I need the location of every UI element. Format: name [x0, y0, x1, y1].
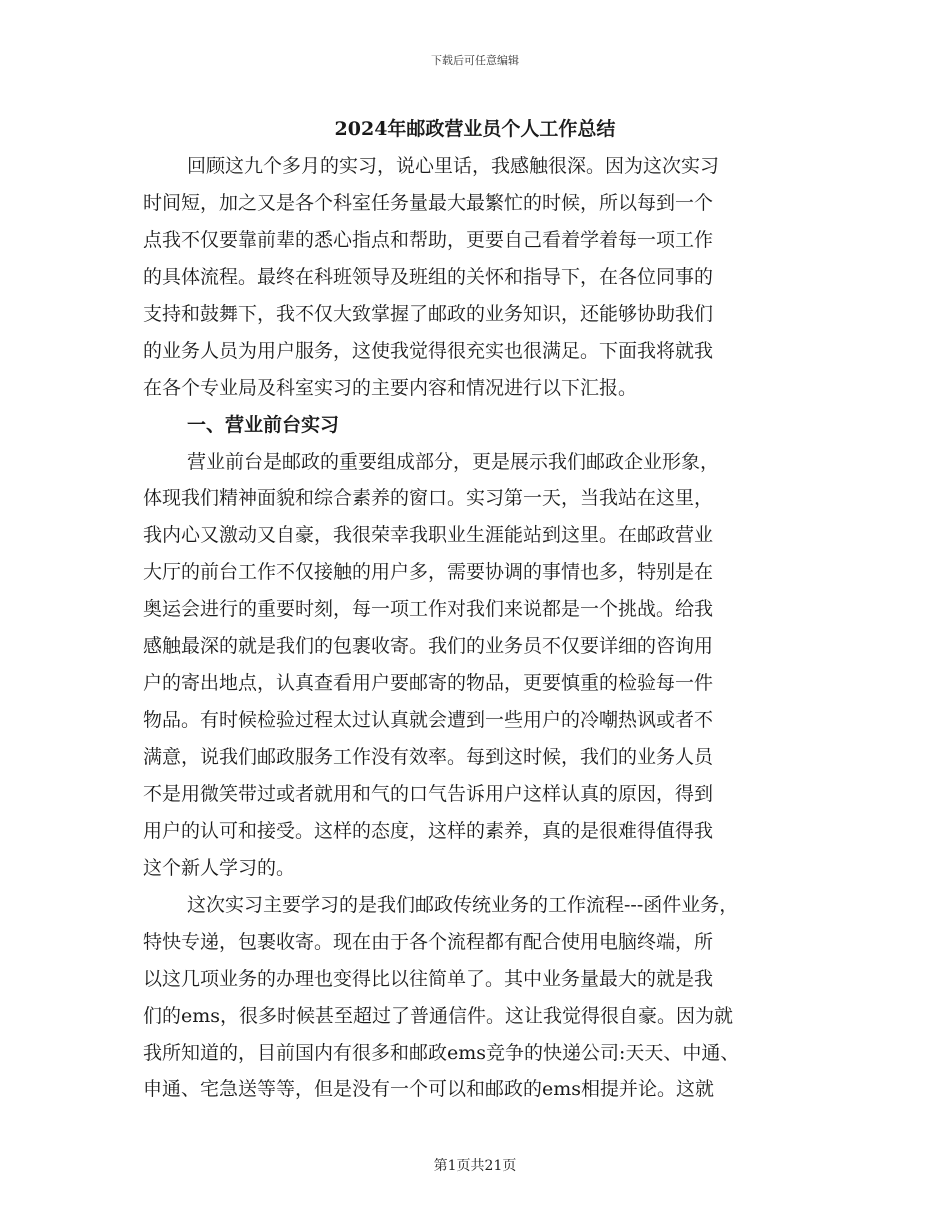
paragraph-line: 在各个专业局及科室实习的主要内容和情况进行以下汇报。 [143, 376, 638, 399]
paragraph-line: 户的寄出地点，认真查看用户要邮寄的物品，更要慎重的检验每一件 [143, 672, 714, 695]
paragraph-line: 点我不仅要靠前辈的悉心指点和帮助，更要自己看着学着每一项工作 [143, 228, 714, 251]
paragraph-line: 这次实习主要学习的是我们邮政传统业务的工作流程---函件业务， [187, 893, 739, 916]
paragraph-line: 不是用微笑带过或者就用和气的口气告诉用户这样认真的原因，得到 [143, 782, 714, 805]
section-heading: 一、营业前台实习 [187, 413, 340, 436]
page-footer: 第1页共21页 [433, 1158, 517, 1174]
header-note: 下载后可任意编辑 [431, 54, 519, 67]
paragraph-line: 大厅的前台工作不仅接触的用户多，需要协调的事情也多，特别是在 [143, 561, 714, 584]
paragraph-line: 满意，说我们邮政服务工作没有效率。每到这时候，我们的业务人员 [143, 746, 714, 768]
paragraph-line: 我所知道的，目前国内有很多和邮政ems竞争的快递公司:天天、中通、 [143, 1041, 740, 1064]
paragraph-line: 的具体流程。最终在科班领导及班组的关怀和指导下，在各位同事的 [143, 265, 714, 288]
paragraph-line: 感触最深的就是我们的包裹收寄。我们的业务员不仅要详细的咨询用 [143, 635, 714, 658]
paragraph-line: 奥运会进行的重要时刻，每一项工作对我们来说都是一个挑战。给我 [143, 598, 714, 621]
paragraph-line: 回顾这九个多月的实习，说心里话，我感触很深。因为这次实习 [187, 155, 720, 177]
paragraph-line: 这个新人学习的。 [143, 856, 296, 879]
document-title: 2024年邮政营业员个人工作总结 [334, 118, 616, 140]
paragraph-line: 申通、宅急送等等，但是没有一个可以和邮政的ems相提并论。这就 [143, 1078, 715, 1101]
paragraph-line: 用户的认可和接受。这样的态度，这样的素养，真的是很难得值得我 [143, 819, 714, 842]
paragraph-line: 营业前台是邮政的重要组成部分，更是展示我们邮政企业形象， [187, 450, 720, 473]
paragraph-line: 我内心又激动又自豪，我很荣幸我职业生涯能站到这里。在邮政营业 [143, 524, 714, 547]
paragraph-line: 们的ems，很多时候甚至超过了普通信件。这让我觉得很自豪。因为就 [143, 1004, 734, 1027]
paragraph-line: 的业务人员为用户服务，这使我觉得很充实也很满足。下面我将就我 [143, 339, 714, 362]
document-body [143, 148, 819, 1108]
paragraph-line: 体现我们精神面貌和综合素养的窗口。实习第一天，当我站在这里， [143, 487, 714, 510]
paragraph-line: 物品。有时候检验过程太过认真就会遭到一些用户的冷嘲热讽或者不 [143, 709, 714, 732]
paragraph-line: 支持和鼓舞下，我不仅大致掌握了邮政的业务知识，还能够协助我们 [143, 302, 714, 325]
paragraph-line: 时间短，加之又是各个科室任务量最大最繁忙的时候，所以每到一个 [143, 191, 714, 214]
paragraph-line: 特快专递，包裹收寄。现在由于各个流程都有配合使用电脑终端，所 [143, 930, 714, 953]
paragraph-line: 以这几项业务的办理也变得比以往简单了。其中业务量最大的就是我 [143, 967, 714, 990]
